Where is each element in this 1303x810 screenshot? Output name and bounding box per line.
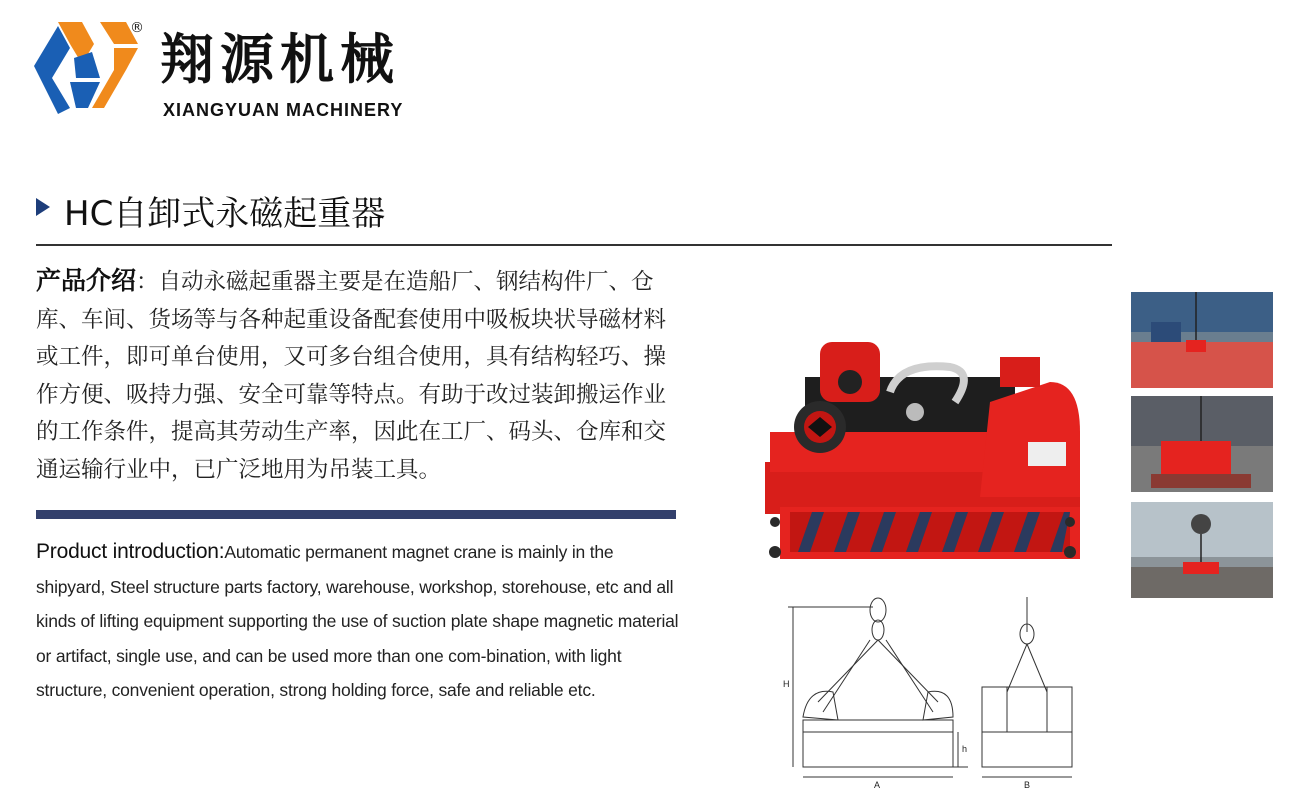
intro-cn-separator: ： xyxy=(136,269,159,295)
page-title: HC自卸式永磁起重器 xyxy=(64,194,386,234)
dim-label-a: A xyxy=(874,780,881,790)
dim-label-height: H xyxy=(783,679,790,689)
intro-en-text: Automatic permanent magnet crane is mainly in the shipyard, Steel structure parts factory, warehouse, workshop, storehouse, etc and all kinds of lifting equipment supporting the use of suction plate shape magnetic material or artifact, single use, and can be used more than one com-bination, with light structure, convenient operation, strong holding force, safe and reliable etc. xyxy=(36,542,679,700)
intro-en-label: Product introduction: xyxy=(36,540,225,563)
intro-cn-paragraph xyxy=(36,262,686,489)
application-photo-2 xyxy=(1131,396,1273,492)
title-arrow-icon xyxy=(36,198,50,216)
front-view-diagram xyxy=(778,592,978,797)
title-divider xyxy=(36,244,1112,246)
dim-label-small-h: h xyxy=(962,744,968,754)
intro-en-paragraph xyxy=(36,535,686,708)
section-divider-bar xyxy=(36,510,676,519)
application-photo-1 xyxy=(1131,292,1273,388)
product-image xyxy=(750,322,1095,572)
intro-cn-text: 自动永磁起重器主要是在造船厂、钢结构件厂、仓库、车间、货场等与各种起重设备配套使用中吸板块状导磁材料或工件，即可单台使用，又可多台组合使用，具有结构轻巧、操作方便、吸持力强、安全可靠等特点。有助于改过装卸搬运作业的工作条件，提高其劳动生产率，因此在工厂、码头、仓库和交通运输行业中，已广泛地用为吊装工具。 xyxy=(36,269,667,483)
intro-cn-label: 产品介绍 xyxy=(36,266,137,295)
side-view-diagram xyxy=(972,592,1082,797)
brand-name-en: XIANGYUAN MACHINERY xyxy=(163,100,404,120)
application-photo-3 xyxy=(1131,502,1273,598)
registered-mark: ® xyxy=(130,20,144,36)
brand-name-cn: 翔源机械 xyxy=(160,28,400,91)
dim-label-b: B xyxy=(1024,780,1031,790)
